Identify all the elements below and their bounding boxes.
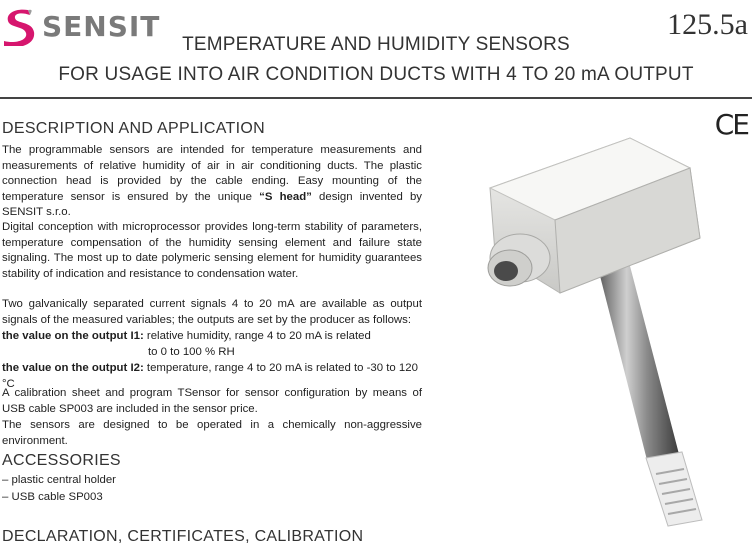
description-paragraph-3 (2, 297, 422, 328)
output-1-label: the value on the output I1: (2, 330, 144, 342)
description-paragraph-5 (2, 418, 422, 449)
p2-text: Digital conception with microprocessor provides long-term stability of parameters, temperature compensation of the humidity sensing element and failure state signaling. The most up to date polymeric sensing element for humidity guarantees stability of indication and resistance to condensation water. (2, 221, 422, 280)
description-paragraph-4 (2, 386, 422, 417)
description-heading: DESCRIPTION AND APPLICATION (2, 120, 265, 137)
document-number: 125.5a (667, 8, 748, 41)
p3-text: Two galvanically separated current signals 4 to 20 mA are available as output signals of the measured variables; the outputs are set by the producer as follows: (2, 298, 422, 326)
output-1-line (2, 329, 422, 345)
accessory-item: – USB cable SP003 (2, 491, 103, 503)
p1-text-a: The programmable sensors are intended for temperature measurements and measurements of relative humidity of air in air conditioning ducts. The plastic connection head is provided by the cable ending. Easy mounting of the temperature sensor is ensured by the unique (2, 144, 422, 203)
p4-text: A calibration sheet and program TSensor for sensor configuration by means of USB cable SP003 are included in the sensor price. (2, 387, 422, 415)
output-2-label: the value on the output I2: (2, 362, 144, 374)
output-1-text: relative humidity, range 4 to 20 mA is related (143, 330, 371, 342)
title-line-1: TEMPERATURE AND HUMIDITY SENSORS (182, 34, 570, 55)
p5-text: The sensors are designed to be operated in a chemically non-aggressive environment. (2, 419, 422, 447)
sensor-product-image (470, 128, 740, 528)
output-2-text: temperature, range 4 to 20 mA is related to -30 to 120 °C (2, 362, 418, 390)
ce-mark: CE (714, 108, 748, 141)
accessory-item: – plastic central holder (2, 474, 116, 486)
description-paragraph-2 (2, 220, 422, 282)
description-paragraph-1 (2, 143, 422, 221)
accessories-heading: ACCESSORIES (2, 452, 121, 469)
header-divider (0, 97, 752, 99)
output-1-range: to 0 to 100 % RH (148, 346, 235, 358)
title-line-2: FOR USAGE INTO AIR CONDITION DUCTS WITH 4 TO 20 mA OUTPUT (58, 64, 694, 85)
brand-name: SENSIT (42, 10, 161, 43)
p1-text-b: design invented by SENSIT s.r.o. (2, 190, 422, 219)
p1-s-head: “S head” (259, 190, 312, 203)
next-section-heading: DECLARATION, CERTIFICATES, CALIBRATION (2, 528, 364, 545)
